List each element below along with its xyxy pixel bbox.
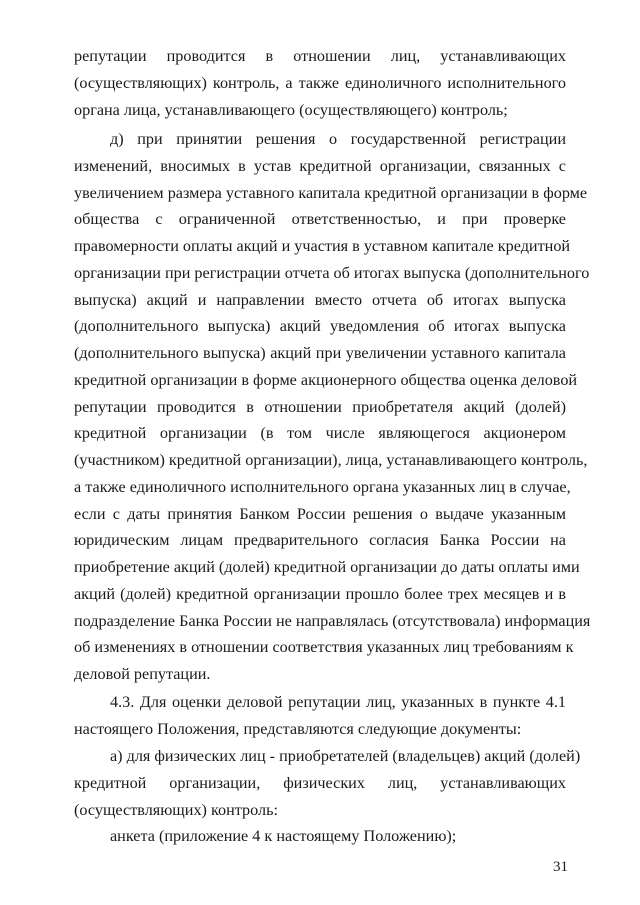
text-line: органа лица, устанавливающего (осуществляющего) контроль; <box>74 101 508 119</box>
text-line: деловой репутации. <box>74 665 211 683</box>
text-line: подразделение Банка России не направлялась (отсутствовала) информация <box>74 612 591 630</box>
text-line: (дополнительного выпуска) акций уведомления об итогах выпуска <box>74 317 566 335</box>
text-line: если с даты принятия Банком России решения о выдаче указанным <box>74 505 566 523</box>
text-line: правомерности оплаты акций и участия в уставном капитале кредитной <box>74 237 571 255</box>
text-line: (участником) кредитной организации), лица, устанавливающего контроль, <box>74 451 588 469</box>
text-line: репутации проводится в отношении приобретателя акций (долей) <box>74 398 566 416</box>
text-line: общества с ограниченной ответственностью, и при проверке <box>74 210 566 228</box>
text-line: кредитной организации, физических лиц, устанавливающих <box>74 774 566 792</box>
text-line: организации при регистрации отчета об итогах выпуска (дополнительного <box>74 264 590 282</box>
text-line: анкета (приложение 4 к настоящему Положению); <box>110 827 457 845</box>
text-line: юридическим лицам предварительного согласия Банка России на <box>74 531 566 549</box>
text-line: д) при принятии решения о государственной регистрации <box>110 130 566 148</box>
text-line: об изменениях в отношении соответствия указанных лиц требованиям к <box>74 638 574 656</box>
text-line: кредитной организации (в том числе являющегося акционером <box>74 424 566 442</box>
text-line: 4.3. Для оценки деловой репутации лиц, указанных в пункте 4.1 <box>110 693 566 711</box>
text-line: настоящего Положения, представляются следующие документы: <box>74 720 522 738</box>
text-line: (осуществляющих) контроль, а также единоличного исполнительного <box>74 74 566 92</box>
text-line: репутации проводится в отношении лиц, устанавливающих <box>74 47 566 65</box>
text-line: (дополнительного выпуска) акций при увеличении уставного капитала <box>74 344 566 362</box>
text-line: выпуска) акций и направлении вместо отчета об итогах выпуска <box>74 291 566 309</box>
page-number: 31 <box>553 859 568 875</box>
text-line: увеличением размера уставного капитала кредитной организации в форме <box>74 184 588 202</box>
text-line: акций (долей) кредитной организации прошло более трех месяцев и в <box>74 585 566 603</box>
text-line: кредитной организации в форме акционерного общества оценка деловой <box>74 371 578 389</box>
text-line: а) для физических лиц - приобретателей (владельцев) акций (долей) <box>110 747 581 765</box>
text-line: (осуществляющих) контроль: <box>74 801 278 819</box>
text-line: приобретение акций (долей) кредитной организации до даты оплаты ими <box>74 558 580 576</box>
text-line: изменений, вносимых в устав кредитной организации, связанных с <box>74 157 566 175</box>
text-line: а также единоличного исполнительного органа указанных лиц в случае, <box>74 478 571 496</box>
